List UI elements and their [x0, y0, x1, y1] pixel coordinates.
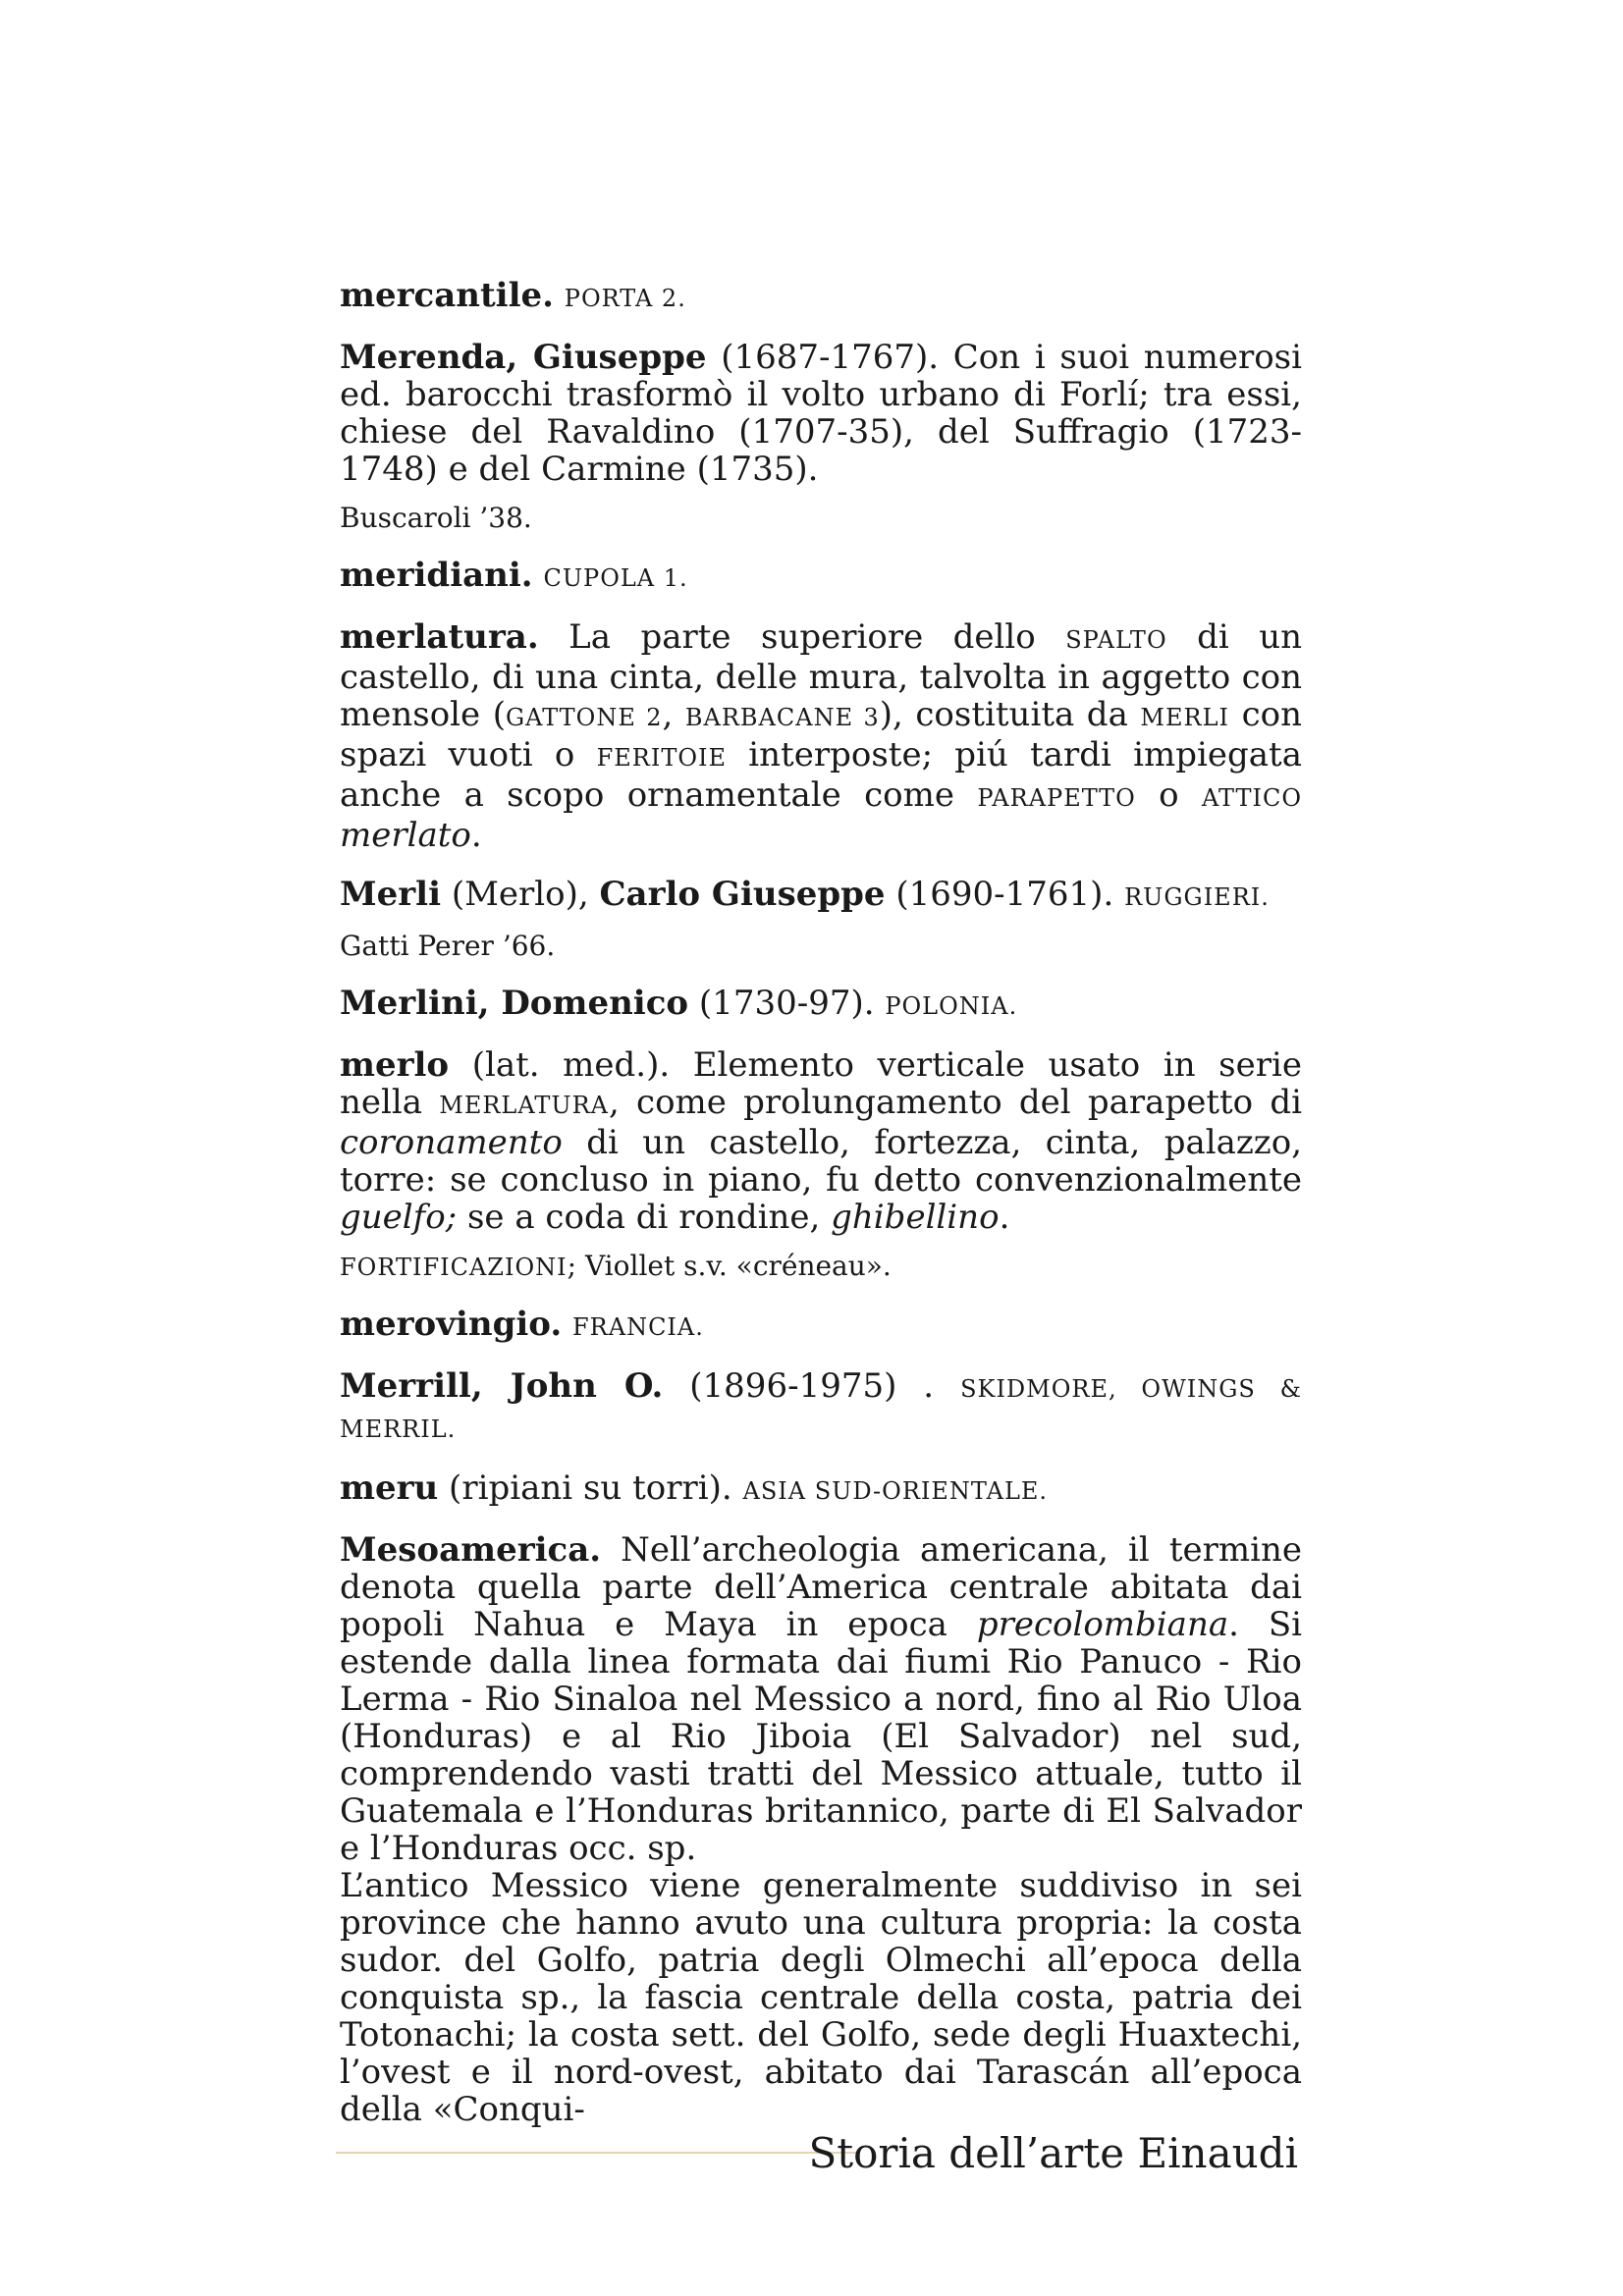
cross-reference: ASIA SUD-ORIENTALE.: [742, 1477, 1049, 1505]
italic-term: precolombiana: [976, 1605, 1229, 1644]
italic-term: guelfo;: [340, 1198, 458, 1237]
entry-meridiani: [340, 557, 1302, 597]
cross-reference: ATTICO: [1202, 784, 1302, 812]
entry-paragraph: L’antico Messico viene generalmente suddiviso in sei province che hanno avuto una cultura propria: la costa sudor. del Golfo, patria degli Olmechi all’epoca della conquista sp., la fascia centrale della costa, patria dei Totonachi; la costa sett. del Golfo, sede degli Huaxtechi, l’ovest e il nord-ovest, abitato dai Tarascán all’epoca della «Conqui-: [340, 1866, 1302, 2129]
entry-meru: meru (ripiani su torri). ASIA SUD-ORIENTALE.: [340, 1468, 1049, 1508]
cross-reference: BARBACANE 3: [684, 704, 880, 731]
bibliography: Gatti Perer ’66.: [340, 930, 556, 962]
headword: merlatura.: [340, 617, 539, 657]
headword: meridiani.: [340, 556, 533, 595]
cross-reference: SPALTO: [1065, 626, 1167, 654]
headword: Merenda, Giuseppe: [340, 338, 707, 377]
cross-reference: MERLI: [1140, 704, 1230, 731]
bibliography: Buscaroli ’38.: [340, 502, 532, 534]
entry-mercantile: [340, 277, 1302, 317]
cross-reference: FRANCIA.: [572, 1313, 704, 1341]
entry-mesoamerica: Mesoamerica. Nell’archeologia americana, il termine denota quella parte dell’America centrale abitata dai popoli Nahua e Maya in epoca precolombiana. Si estende dalla linea formata dai fiumi Rio Panuco - Rio Lerma - Rio Sinaloa nel Messico a nord, fino al Rio Uloa (Honduras) e al Rio Jiboia (El Salvador) nel sud, comprendendo vasti tratti del Messico attuale, tutto il Guatemala e l’Honduras britannico, parte di El Salvador e l’Honduras occ. sp. L’antico Messico viene generalmente suddiviso in sei province che hanno avuto una cultura propria: la costa sudor. del Golfo, patria degli Olmechi all’epoca della conquista sp., la fascia centrale della costa, patria dei Totonachi; la costa sett. del Golfo, sede degli Huaxtechi, l’ovest e il nord-ovest, abitato dai Tarascán all’epoca della «Conqui-: [340, 1530, 1302, 2129]
headword: Merli: [340, 875, 442, 914]
cross-reference: RUGGIERI.: [1124, 883, 1270, 911]
headword: mercantile.: [340, 276, 554, 315]
headword: meru: [340, 1468, 439, 1508]
headword: merovingio.: [340, 1305, 563, 1344]
headword: Merrill, John O.: [340, 1366, 664, 1406]
bibliography: FORTIFICAZIONI; Viollet s.v. «créneau».: [340, 1250, 892, 1282]
entry-merenda: [340, 339, 1302, 535]
entry-merli: Merli (Merlo), Carlo Giuseppe (1690-1761). RUGGIERI. Gatti Perer ’66.: [340, 876, 1302, 963]
entry-merlatura: merlatura. La parte superiore dello SPALTO di un castello, di una cinta, delle mura, talvolta in aggetto con mensole (GATTONE 2, BARBACANE 3), costituita da MERLI con spazi vuoti o FERITOIE interposte; piú tardi impiegata anche a scopo ornamentale come PARAPETTO o ATTICO merlato.: [340, 617, 1302, 855]
entry-merovingio: [340, 1306, 1302, 1346]
cross-reference: CUPOLA 1.: [543, 564, 688, 592]
cross-reference: GATTONE 2: [506, 704, 663, 731]
italic-term: coronamento: [340, 1123, 563, 1162]
entry-merlini: Merlini, Domenico (1730-97). POLONIA.: [340, 984, 1018, 1023]
italic-term: ghibellino: [831, 1198, 1000, 1237]
cross-reference: SKIDMORE, OWINGS & MERRIL.: [340, 1375, 1302, 1443]
cross-reference: FORTIFICAZIONI: [340, 1254, 568, 1281]
cross-reference: MERLATURA: [439, 1092, 610, 1119]
headword: Merlini, Domenico: [340, 984, 689, 1023]
cross-reference: PORTA 2.: [564, 285, 686, 312]
entry-merlo: merlo (lat. med.). Elemento verticale usato in serie nella MERLATURA, come prolungamento del parapetto di coronamento di un castello, fortezza, cinta, palazzo, torre: se concluso in piano, fu detto convenzionalmente guelfo; se a coda di rondine, ghibellino. FORTIFICAZIONI; Viollet s.v. «créneau».: [340, 1045, 1302, 1282]
cross-reference: PARAPETTO: [977, 784, 1136, 812]
entry-text: (1687-1767). Con i suoi numerosi ed. barocchi trasformò il volto urbano di Forlí; tra essi, chiese del Ravaldino (1707-35), del Suffragio (1723-1748) e del Carmine (1735).: [340, 338, 1302, 489]
dictionary-page: [340, 277, 1302, 2150]
headword-name: Carlo Giuseppe: [599, 875, 886, 914]
headword: merlo: [340, 1045, 450, 1085]
italic-term: merlato: [340, 816, 471, 855]
cross-reference: FERITOIE: [596, 744, 728, 772]
headword: Mesoamerica.: [340, 1530, 602, 1570]
footer-title: Storia dell’arte Einaudi: [808, 2129, 1298, 2177]
footer-rule: [336, 2152, 856, 2154]
cross-reference: POLONIA.: [885, 992, 1018, 1020]
page-footer: [336, 2124, 1298, 2183]
entry-merrill: Merrill, John O. (1896-1975) . SKIDMORE, OWINGS & MERRIL.: [340, 1366, 1302, 1443]
